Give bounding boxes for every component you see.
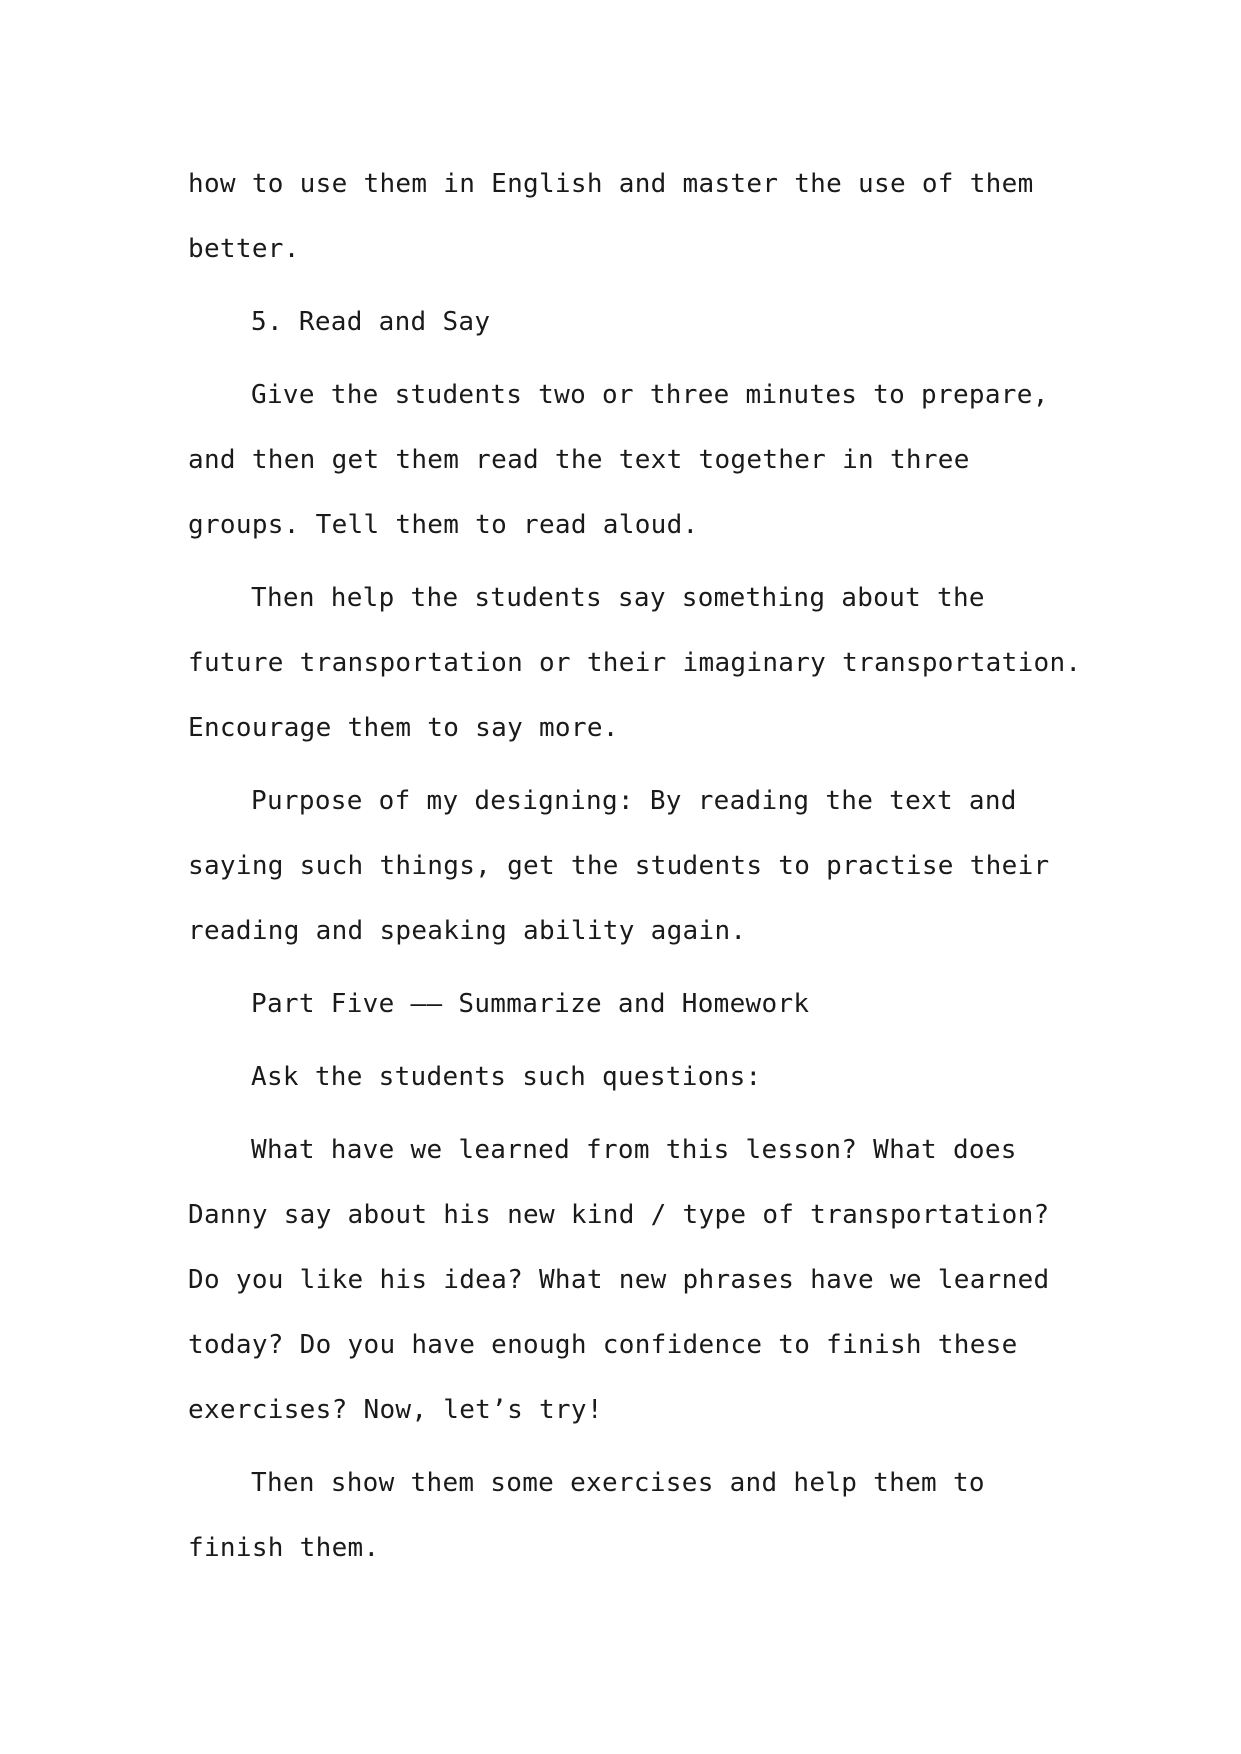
text-line: Danny say about his new kind / type of transportation? xyxy=(188,1200,1050,1230)
text-line: and then get them read the text together in three xyxy=(188,445,970,475)
text-line: how to use them in English and master the use of them xyxy=(188,169,1034,199)
section-heading: Part Five —— Summarize and Homework xyxy=(251,989,810,1019)
text-line: Give the students two or three minutes to prepare, xyxy=(251,380,1049,410)
text-line: What have we learned from this lesson? What does xyxy=(251,1135,1017,1165)
text-line: better. xyxy=(188,234,300,264)
text-line: Then show them some exercises and help them to xyxy=(251,1468,985,1498)
text-line: Purpose of my designing: By reading the text and xyxy=(251,786,1017,816)
text-line: Then help the students say something about the xyxy=(251,583,985,613)
text-line: Encourage them to say more. xyxy=(188,713,619,743)
text-line: future transportation or their imaginary transportation. xyxy=(188,648,1082,678)
text-line: reading and speaking ability again. xyxy=(188,916,747,946)
text-line: finish them. xyxy=(188,1533,380,1563)
text-line: groups. Tell them to read aloud. xyxy=(188,510,699,540)
text-line: today? Do you have enough confidence to finish these xyxy=(188,1330,1018,1360)
text-line: exercises? Now, let’s try! xyxy=(188,1395,603,1425)
text-line: Do you like his idea? What new phrases have we learned xyxy=(188,1265,1050,1295)
text-line: saying such things, get the students to practise their xyxy=(188,851,1050,881)
section-heading: 5. Read and Say xyxy=(251,307,491,337)
text-line: Ask the students such questions: xyxy=(251,1062,762,1092)
